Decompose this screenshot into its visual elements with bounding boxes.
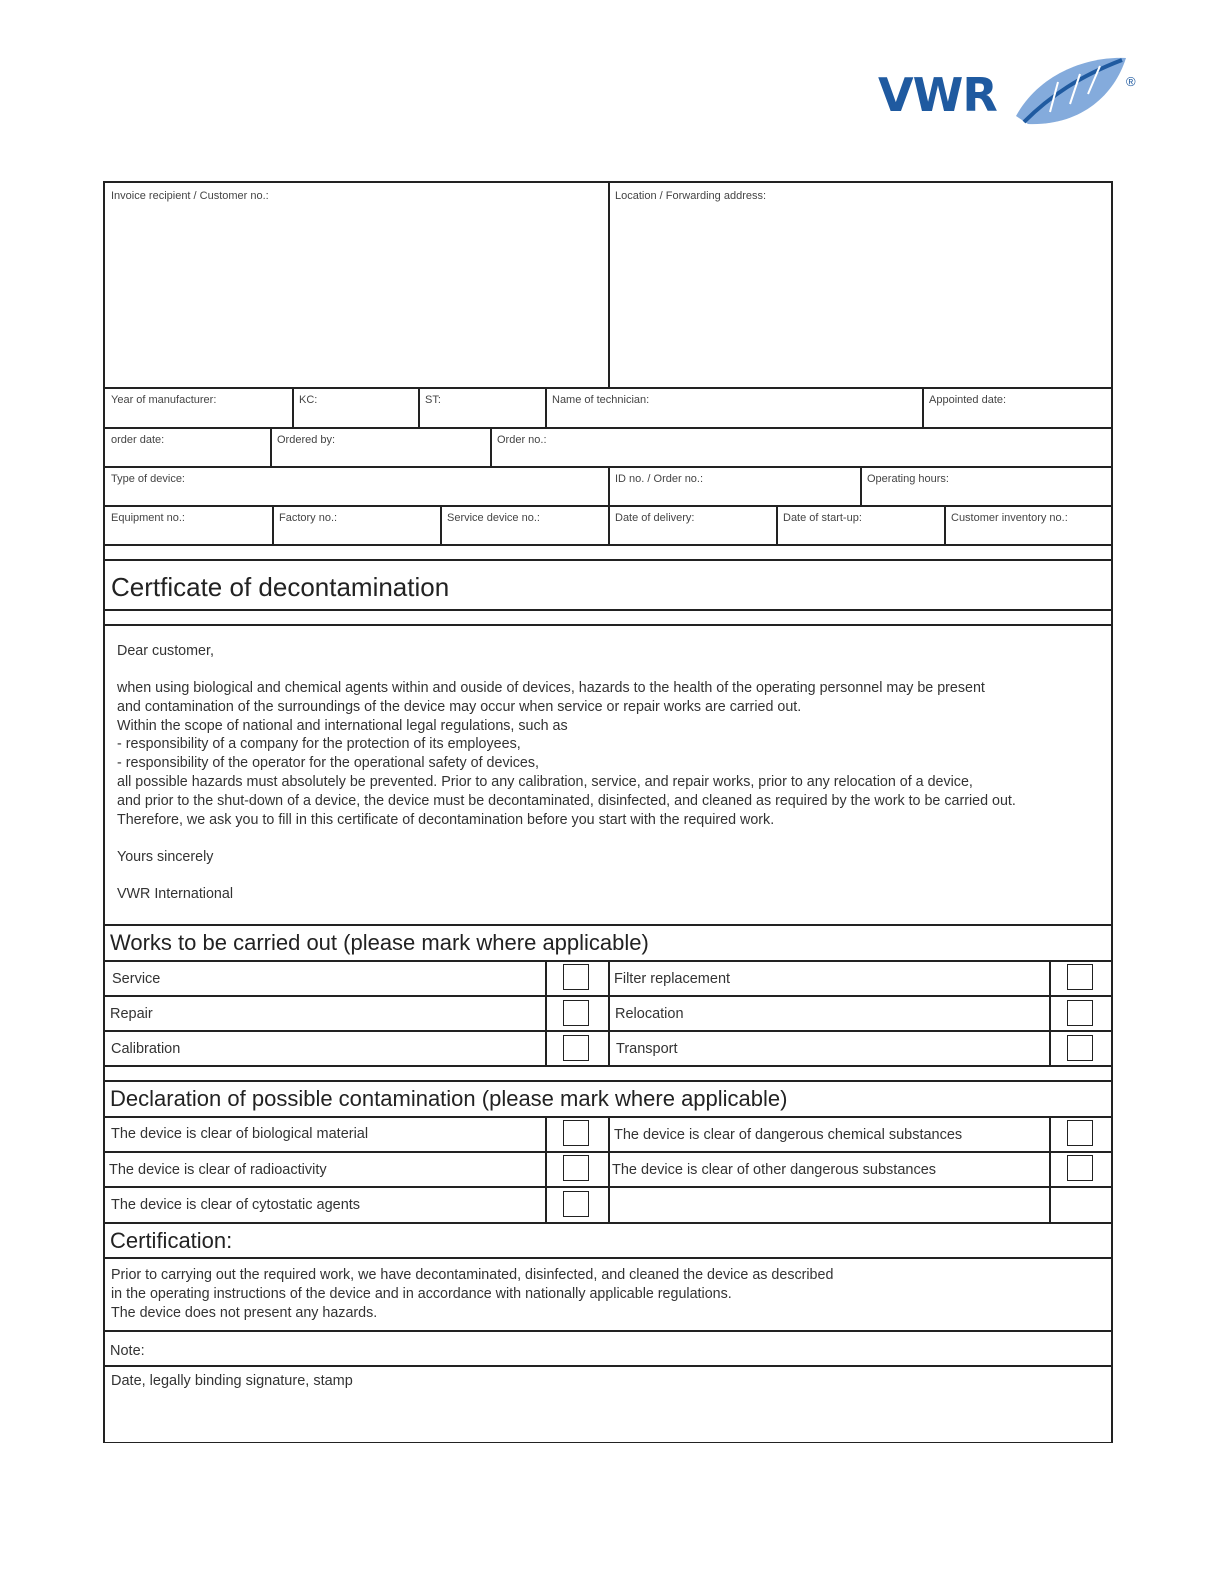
registered-mark: ® (1126, 74, 1136, 89)
sender: VWR International (117, 886, 234, 902)
certification-body (111, 1266, 833, 1322)
note-label: Note: (110, 1343, 145, 1359)
decl-radioactivity-checkbox[interactable] (563, 1155, 589, 1181)
decl-radioactivity-label: The device is clear of radioactivity (109, 1162, 327, 1178)
work-filter-checkbox[interactable] (1067, 964, 1093, 990)
logo-text: VWR (878, 68, 997, 122)
location-label: Location / Forwarding address: (615, 190, 767, 202)
signature-label: Date, legally binding signature, stamp (111, 1373, 353, 1389)
work-repair-label: Repair (110, 1006, 153, 1022)
decl-cytostatic-checkbox[interactable] (563, 1191, 589, 1217)
letter-line: and prior to the shut-down of a device, the device must be decontaminated, disinfected, and cleaned as required by the work to be carried out. (117, 792, 1016, 809)
letter-body (117, 679, 1016, 829)
vwr-logo (872, 52, 1144, 134)
customer-inventory-no-label: Customer inventory no.: (951, 512, 1068, 524)
certification-line: in the operating instructions of the device and in accordance with nationally applicable regulations. (111, 1285, 732, 1302)
technician-label: Name of technician: (552, 394, 650, 406)
letter-line: all possible hazards must absolutely be prevented. Prior to any calibration, service, and repair works, prior to any relocation of a device, (117, 773, 973, 790)
date-of-startup-label: Date of start-up: (783, 512, 862, 524)
certification-title: Certification: (110, 1228, 233, 1253)
year-of-manufacture-label: Year of manufacturer: (111, 394, 217, 406)
st-label: ST: (425, 394, 441, 406)
work-transport-label: Transport (616, 1041, 678, 1057)
letter-line: Within the scope of national and international legal regulations, such as (117, 717, 568, 734)
certification-line: Prior to carrying out the required work, we have decontaminated, disinfected, and cleaned the device as described (111, 1267, 834, 1283)
certificate-title: Certficate of decontamination (111, 572, 450, 602)
work-calibration-checkbox[interactable] (563, 1035, 589, 1061)
order-no-label: Order no.: (497, 434, 547, 446)
letter-line: - responsibility of the operator for the operational safety of devices, (117, 755, 539, 772)
factory-no-label: Factory no.: (279, 512, 338, 524)
work-service-label: Service (112, 971, 161, 987)
letter-line: - responsibility of a company for the protection of its employees, (117, 736, 521, 753)
ordered-by-label: Ordered by: (277, 434, 336, 446)
work-relocation-label: Relocation (615, 1006, 684, 1022)
letter-line: and contamination of the surroundings of the device may occur when service or repair works are carried out. (117, 698, 802, 715)
kc-label: KC: (299, 394, 318, 406)
letter-line: Therefore, we ask you to fill in this certificate of decontamination before you start with the required work. (117, 811, 775, 828)
invoice-recipient-label: Invoice recipient / Customer no.: (111, 190, 269, 202)
equipment-no-label: Equipment no.: (111, 512, 185, 524)
greeting: Dear customer, (117, 643, 214, 659)
work-calibration-label: Calibration (111, 1041, 181, 1057)
decl-other-checkbox[interactable] (1067, 1155, 1093, 1181)
letter-line: when using biological and chemical agents within and ouside of devices, hazards to the health of the operating personnel may be present (117, 680, 985, 696)
work-relocation-checkbox[interactable] (1067, 1000, 1093, 1026)
decl-chemical-label: The device is clear of dangerous chemical substances (614, 1127, 963, 1143)
type-of-device-label: Type of device: (111, 473, 185, 485)
work-filter-label: Filter replacement (614, 971, 731, 987)
certification-line: The device does not present any hazards. (111, 1304, 378, 1321)
declaration-title: Declaration of possible contamination (please mark where applicable) (110, 1086, 788, 1111)
closing: Yours sincerely (117, 849, 214, 865)
work-transport-checkbox[interactable] (1067, 1035, 1093, 1061)
works-title: Works to be carried out (please mark where applicable) (110, 930, 649, 955)
service-device-no-label: Service device no.: (447, 512, 540, 524)
decl-chemical-checkbox[interactable] (1067, 1120, 1093, 1146)
decl-biological-label: The device is clear of biological material (111, 1126, 369, 1142)
decl-cytostatic-label: The device is clear of cytostatic agents (111, 1197, 361, 1213)
operating-hours-label: Operating hours: (867, 473, 949, 485)
work-repair-checkbox[interactable] (563, 1000, 589, 1026)
decontamination-form (103, 181, 1113, 1443)
decl-biological-checkbox[interactable] (563, 1120, 589, 1146)
order-date-label: order date: (111, 434, 165, 446)
decl-other-label: The device is clear of other dangerous substances (612, 1162, 937, 1178)
id-order-no-label: ID no. / Order no.: (615, 473, 704, 485)
date-of-delivery-label: Date of delivery: (615, 512, 695, 524)
work-service-checkbox[interactable] (563, 964, 589, 990)
appointed-date-label: Appointed date: (929, 394, 1007, 406)
leaf-icon (1010, 52, 1130, 132)
